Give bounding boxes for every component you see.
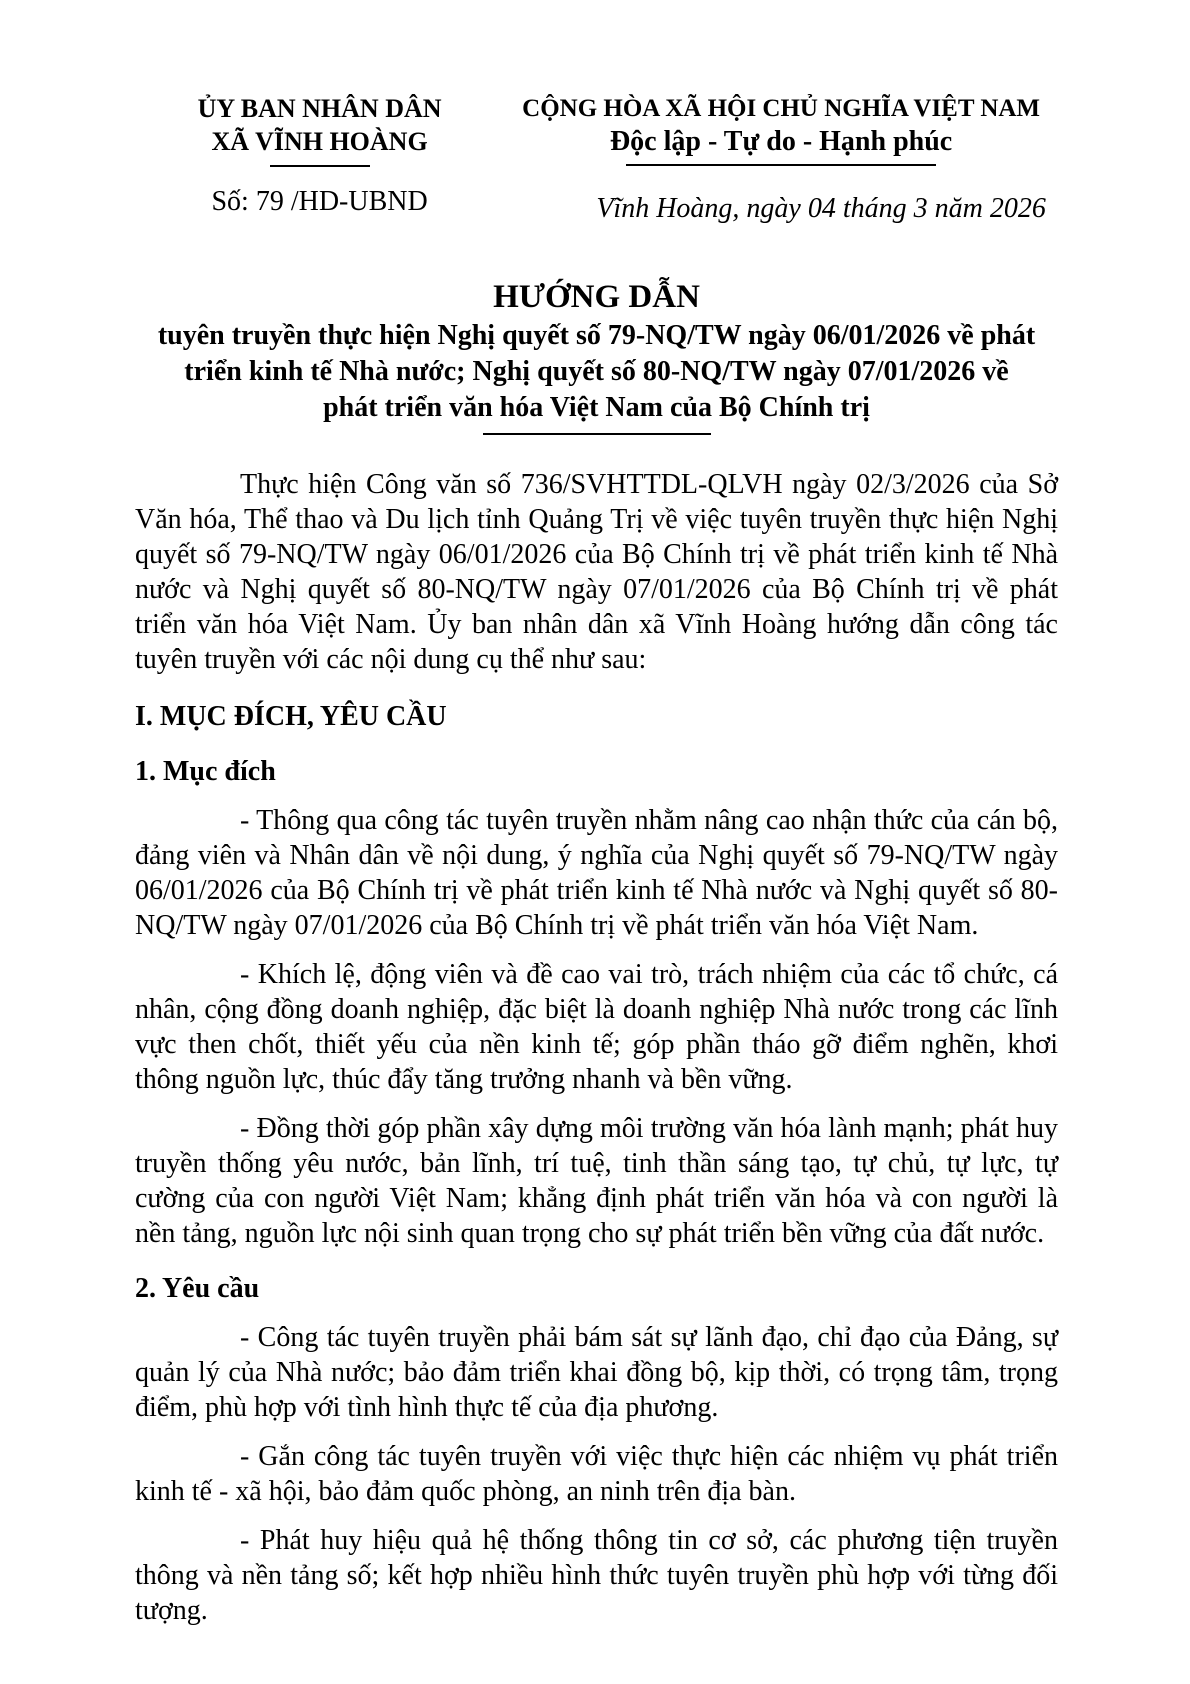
subtitle-line: phát triển văn hóa Việt Nam của Bộ Chính trị	[323, 392, 870, 423]
issuing-authority-name: ỦY BAN NHÂN DÂN	[197, 94, 442, 123]
document-number: Số: 79 /HD-UBND	[211, 186, 428, 217]
document-title-block	[135, 276, 1058, 435]
document-subtitle	[135, 318, 1058, 426]
document-body	[135, 467, 1058, 1628]
subtitle-line: tuyên truyền thực hiện Nghị quyết số 79-NQ/TW ngày 06/01/2026 về phát	[157, 320, 1036, 351]
national-title: CỘNG HÒA XÃ HỘI CHỦ NGHĨA VIỆT NAM	[522, 95, 1041, 122]
document-header	[135, 92, 1058, 226]
divider-line	[483, 433, 711, 435]
body-paragraph: - Thông qua công tác tuyên truyền nhằm nâng cao nhận thức của cán bộ, đảng viên và Nhân dân về nội dung, ý nghĩa của Nghị quyết số 79-NQ/TW ngày 06/01/2026 của Bộ Chính trị về phát triển kinh tế Nhà nước và Nghị quyết số 80-NQ/TW ngày 07/01/2026 của Bộ Chính trị về phát triển văn hóa Việt Nam.	[135, 805, 1058, 941]
subsection-heading: 2. Yêu cầu	[135, 1273, 260, 1304]
document-title: HƯỚNG DẪN	[493, 279, 700, 315]
body-paragraph: - Công tác tuyên truyền phải bám sát sự lãnh đạo, chỉ đạo của Đảng, sự quản lý của Nhà nước; bảo đảm triển khai đồng bộ, kịp thời, có trọng tâm, trọng điểm, phù hợp với tình hình thực tế của địa phương.	[135, 1322, 1058, 1423]
divider-line	[270, 165, 370, 167]
body-paragraph: Thực hiện Công văn số 736/SVHTTDL-QLVH ngày 02/3/2026 của Sở Văn hóa, Thể thao và Du lịch tỉnh Quảng Trị về việc tuyên truyền thực hiện Nghị quyết số 79-NQ/TW ngày 06/01/2026 của Bộ Chính trị về phát triển kinh tế Nhà nước và Nghị quyết số 80-NQ/TW ngày 07/01/2026 của Bộ Chính trị về phát triển văn hóa Việt Nam. Ủy ban nhân dân xã Vĩnh Hoàng hướng dẫn công tác tuyên truyền với các nội dung cụ thể như sau:	[135, 469, 1058, 675]
body-paragraph: - Gắn công tác tuyên truyền với việc thực hiện các nhiệm vụ phát triển kinh tế - xã hội, bảo đảm quốc phòng, an ninh trên địa bàn.	[135, 1441, 1058, 1507]
issuing-authority-commune: XÃ VĨNH HOÀNG	[211, 127, 428, 156]
divider-line	[626, 164, 936, 166]
subsection-heading: 1. Mục đích	[135, 756, 276, 787]
subtitle-line: triển kinh tế Nhà nước; Nghị quyết số 80-NQ/TW ngày 07/01/2026 về	[184, 356, 1009, 387]
national-motto: Độc lập - Tự do - Hạnh phúc	[609, 126, 953, 157]
national-header-block	[504, 92, 1058, 226]
body-paragraph: - Phát huy hiệu quả hệ thống thông tin cơ sở, các phương tiện truyền thông và nền tảng số; kết hợp nhiều hình thức tuyên truyền phù hợp với từng đối tượng.	[135, 1525, 1058, 1626]
place-and-date: Vĩnh Hoàng, ngày 04 tháng 3 năm 2026	[596, 193, 1046, 224]
issuing-authority-block	[135, 92, 504, 219]
body-paragraph: - Đồng thời góp phần xây dựng môi trường văn hóa lành mạnh; phát huy truyền thống yêu nước, bản lĩnh, trí tuệ, tinh thần sáng tạo, tự chủ, tự lực, tự cường của con người Việt Nam; khẳng định phát triển văn hóa và con người là nền tảng, nguồn lực nội sinh quan trọng cho sự phát triển bền vững của đất nước.	[135, 1113, 1058, 1249]
body-paragraph: - Khích lệ, động viên và đề cao vai trò, trách nhiệm của các tổ chức, cá nhân, cộng đồng doanh nghiệp, đặc biệt là doanh nghiệp Nhà nước trong các lĩnh vực then chốt, thiết yếu của nền kinh tế; góp phần tháo gỡ điểm nghẽn, khơi thông nguồn lực, thúc đẩy tăng trưởng nhanh và bền vững.	[135, 959, 1058, 1095]
section-heading: I. MỤC ĐÍCH, YÊU CẦU	[135, 701, 447, 732]
